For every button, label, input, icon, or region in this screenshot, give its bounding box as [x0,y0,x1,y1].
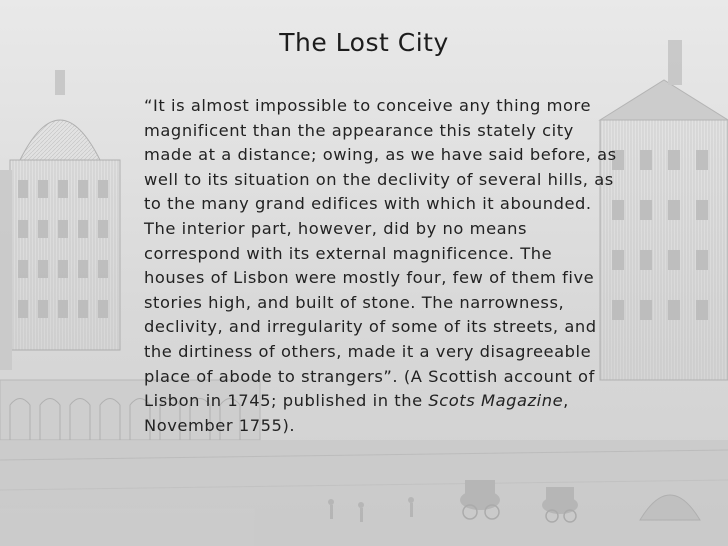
quote-line: The interior part, however, did by no means [144,218,528,238]
quote-line: magnificent than the appearance this stately city [144,120,574,140]
quote-line: to the many grand edifices with which it abounded. [144,194,592,214]
publication-title: Scots Magazine [428,391,564,411]
quote-line: correspond with its external magnificence. The [144,243,553,263]
quote-line: houses of Lisbon were mostly four, few of them five [144,268,595,288]
engraving-square [0,440,728,546]
quote-body [144,94,654,438]
quote-line: made at a distance; owing, as we have said before, as [144,145,617,165]
quote-line: place of abode to strangers”. (A Scottish account of [144,366,595,386]
quote-line: “It is almost impossible to conceive any thing more [144,96,592,115]
citation-comma: , [563,391,569,411]
quote-line-date: November 1755). [144,415,296,435]
quote-line: well to its situation on the declivity of several hills, as [144,169,614,189]
slide-title: The Lost City [279,28,449,57]
quote-line: the dirtiness of others, made it a very disagreeable [144,341,592,361]
quote-line-citation [144,389,654,414]
quote-line: declivity, and irregularity of some of its streets, and [144,317,597,337]
citation-text: Lisbon in 1745; published in the [144,391,429,411]
quote-line: stories high, and built of stone. The narrowness, [144,292,565,312]
